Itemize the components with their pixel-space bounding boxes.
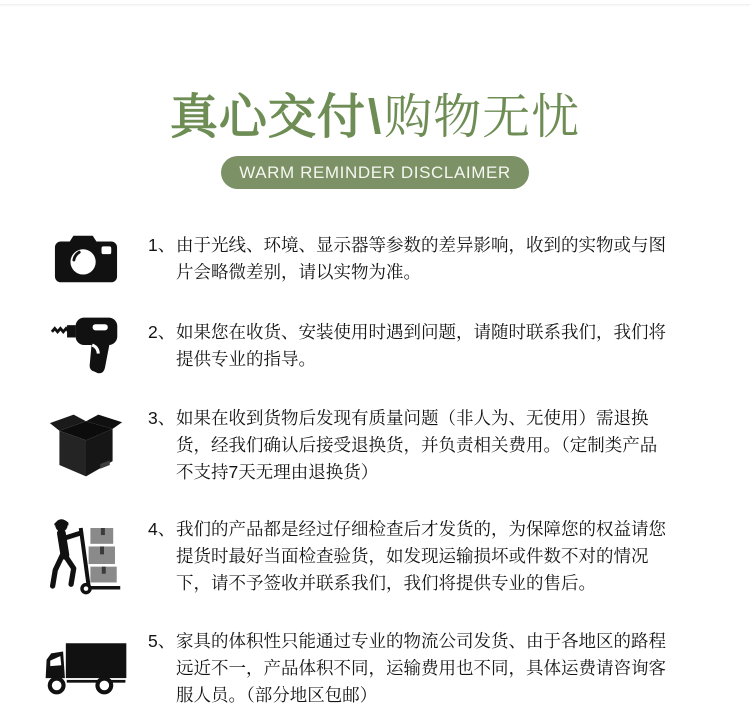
disclaimer-item-1	[40, 231, 750, 287]
disclaimer-list	[0, 231, 750, 709]
disclaimer-item-5	[40, 628, 750, 709]
item-text: 我们的产品都是经过仔细检查后才发货的，为保障您的权益请您提货时最好当面检查验货，如发现运输损坏或件数不对的情况下，请不予签收并联系我们，我们将提供专业的售后。	[176, 519, 666, 594]
open-box-icon	[40, 408, 132, 482]
item-number: 5、	[148, 630, 176, 651]
disclaimer-text-3	[148, 405, 670, 486]
hand-truck-icon	[40, 514, 132, 600]
warm-reminder-badge: WARM REMINDER DISCLAIMER	[221, 156, 529, 189]
disclaimer-text-1	[148, 232, 670, 286]
item-number: 2、	[148, 321, 176, 342]
disclaimer-text-5	[148, 628, 670, 709]
item-text: 由于光线、环境、显示器等参数的差异影响，收到的实物或与图片会略微差别，请以实物为准。	[176, 234, 666, 282]
item-number: 1、	[148, 234, 176, 255]
item-text: 家具的体积性只能通过专业的物流公司发货、由于各地区的路程远近不一，产品体积不同，运输费用也不同，具体运费请咨询客服人员。（部分地区包邮）	[176, 630, 666, 705]
section-header	[0, 5, 750, 189]
title-slash: \	[367, 91, 383, 144]
disclaimer-item-2	[40, 315, 750, 377]
page-title	[0, 89, 750, 147]
title-sub: 购物无忧	[384, 91, 581, 144]
disclaimer-text-4	[148, 516, 670, 597]
item-text: 如果您在收货、安装使用时遇到问题，请随时联系我们，我们将提供专业的指导。	[176, 321, 666, 369]
disclaimer-text-2	[148, 319, 670, 373]
delivery-truck-icon	[40, 639, 132, 697]
disclaimer-item-4	[40, 514, 750, 600]
item-text: 如果在收到货物后发现有质量问题（非人为、无使用）需退换货，经我们确认后接受退换货，并负责相关费用。（定制类产品不支持7天无理由退换货）	[176, 407, 658, 482]
camera-icon	[40, 231, 132, 287]
title-main: 真心交付	[169, 91, 366, 144]
item-number: 4、	[148, 519, 176, 540]
item-number: 3、	[148, 407, 176, 428]
drill-icon	[40, 315, 132, 377]
disclaimer-item-3	[40, 405, 750, 486]
